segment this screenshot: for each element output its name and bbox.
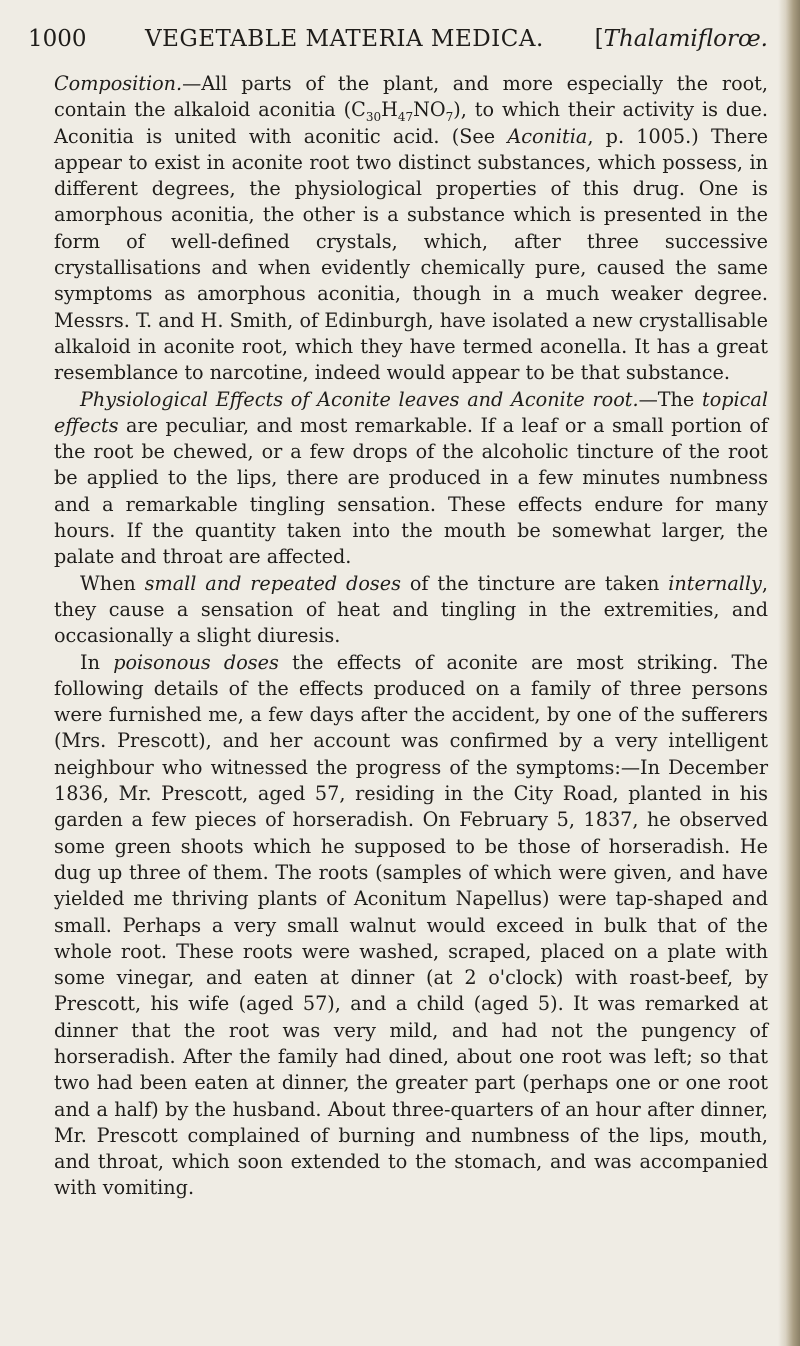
text: In (80, 650, 114, 674)
page-number: 1000 (28, 26, 87, 52)
bracket: [ (594, 26, 604, 52)
text: of the tincture are taken (400, 571, 669, 595)
text: —All parts of the plant, and more especially the root, contain the alkaloid aconitia (C (54, 72, 768, 122)
page-edge (778, 0, 800, 1346)
section-tag (595, 26, 768, 52)
subscript: 7 (445, 110, 454, 125)
subscript: 30 (365, 110, 382, 125)
text: When (80, 571, 145, 595)
paragraph-poisonous-doses (54, 650, 768, 1202)
text: ), to which their activity is due. Aconitia is united with aconitic acid. (See (54, 98, 768, 148)
text: the effects of aconite are most striking. The following details of the effects produced on a family of three persons were furnished me, a few days after the accident, by one of the sufferers (Mrs. Prescott), and her account was confirmed by a very intelligent neighbour who witnessed the progress of the symptoms:—In December 1836, Mr. Prescott, aged 57, residing in the City Road, planted in his garden a few pieces of horseradish. On February 5, 1837, he observed some green shoots which he supposed to be those of horseradish. He dug up three of them. The roots (samples of which were given, and have yielded me thriving plants of Aconitum Napellus) were tap-shaped and small. Perhaps a very small walnut would exceed in bulk that of the whole root. These roots were washed, scraped, placed on a plate with some vinegar, and eaten at dinner (at 2 o'clock) with roast-beef, by Prescott, his wife (aged 57), and a child (aged 5). It was remarked at dinner that the root was very mild, and had not the pungency of horseradish. After the family had dined, about one root was left; so that two had been eaten at dinner, the greater part (perhaps one or one root and a half) by the husband. About three-quarters of an hour after dinner, Mr. Prescott complained of burning and numbness of the lips, mouth, and throat, which soon extended to the stomach, and was accompanied with vomiting. (54, 650, 769, 1200)
running-header (28, 26, 768, 58)
emphasis: small and repeated doses (144, 571, 401, 595)
body-text (54, 71, 768, 1202)
subscript: 47 (397, 110, 414, 125)
emphasis: topical effects (54, 387, 768, 437)
text: , p. 1005.) There appear to exist in aconite root two distinct substances, which possess, in different degrees, the physiological properties of this drug. One is amorphous aconitia, the other is a substance which is presented in the form of well-defined crystals, which, after three successive crystallisations and when evidently chemically pure, caused the same symptoms as amorphous aconitia, though in a much weaker degree. Messrs. T. and H. Smith, of Edinburgh, have isolated a new crystallisable alkaloid in aconite root, which they have termed aconella. It has a great resemblance to narcotine, indeed would appear to be that substance. (54, 124, 768, 385)
paragraph-small-doses (54, 571, 768, 650)
paragraph-composition (54, 71, 768, 387)
text: H (381, 98, 398, 122)
section-name: Thalamiflorœ. (603, 26, 768, 52)
cross-reference: Aconitia (507, 124, 588, 148)
text: NO (413, 98, 446, 122)
physiological-heading: Physiological Effects of Aconite leaves and Aconite root. (80, 387, 639, 411)
text: are peculiar, and most remarkable. If a leaf or a small portion of the root be chewed, or a few drops of the alcoholic tincture of the root be applied to the lips, there are produced in a few minutes numbness and a remarkable tingling sensation. These effects endure for many hours. If the quantity taken into the mouth be somewhat larger, the palate and throat are affected. (54, 413, 768, 569)
emphasis: poisonous doses (113, 650, 279, 674)
running-title: VEGETABLE MATERIA MEDICA. (145, 26, 544, 52)
text: —The (638, 387, 702, 411)
paragraph-physiological-effects (54, 387, 768, 571)
composition-heading: Composition. (54, 72, 183, 95)
text: , they cause a sensation of heat and tingling in the extremities, and occasionally a slight diuresis. (54, 571, 768, 648)
emphasis: internally (668, 571, 762, 595)
